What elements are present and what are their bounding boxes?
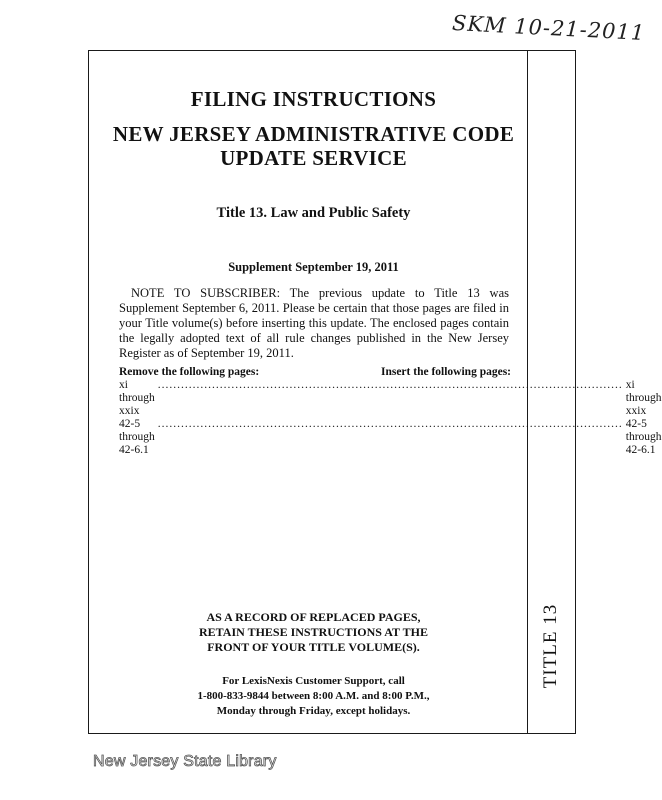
page-row [119,379,662,418]
dot-leader [158,418,623,431]
filing-instructions-heading: FILING INSTRUCTIONS [190,87,437,111]
remove-pages-header: Remove the following pages: [119,366,260,378]
insert-page-range: xi through xxix [625,379,662,417]
title-tab-label: TITLE 13 [540,603,561,689]
tab-divider-line [527,50,528,734]
title-heading: Title 13. Law and Public Safety [216,205,411,221]
page-list-header [119,366,511,379]
handwritten-date-note: SKM 10-21-2011 [451,10,646,46]
customer-support-info [110,674,517,719]
dot-leader [158,379,623,392]
code-heading-line1: NEW JERSEY ADMINISTRATIVE CODE [112,122,515,146]
record-line3: FRONT OF YOUR TITLE VOLUME(S). [207,640,420,654]
note-to-subscriber: NOTE TO SUBSCRIBER: The previous update to Title 13 was Supplement September 6, 2011. Please be certain that those pages are filed in your Title volume(s) before inserting this update. The enclosed pages contain the legally adopted text of all rule changes published in the New Jersey Register as of September 19, 2011. [119,286,509,360]
library-stamp: New Jersey State Library [93,753,277,770]
page-row [119,418,662,457]
support-line2: 1-800-833-9844 between 8:00 A.M. and 8:00 P.M., [197,690,430,702]
support-line1: For LexisNexis Customer Support, call [222,675,405,687]
record-instructions [110,610,517,655]
record-line1: AS A RECORD OF REPLACED PAGES, [206,610,421,624]
remove-page-range: xi through xxix [119,379,155,417]
record-line2: RETAIN THESE INSTRUCTIONS AT THE [199,625,428,639]
insert-pages-header: Insert the following pages: [380,366,511,378]
page-replacement-list [119,366,662,457]
supplement-date: Supplement September 19, 2011 [228,260,399,274]
code-heading [110,122,517,170]
insert-page-range: 42-5 through 42-6.1 [625,418,662,456]
code-heading-line2: UPDATE SERVICE [220,146,407,170]
support-line3: Monday through Friday, except holidays. [216,705,411,717]
remove-page-range: 42-5 through 42-6.1 [119,418,155,456]
